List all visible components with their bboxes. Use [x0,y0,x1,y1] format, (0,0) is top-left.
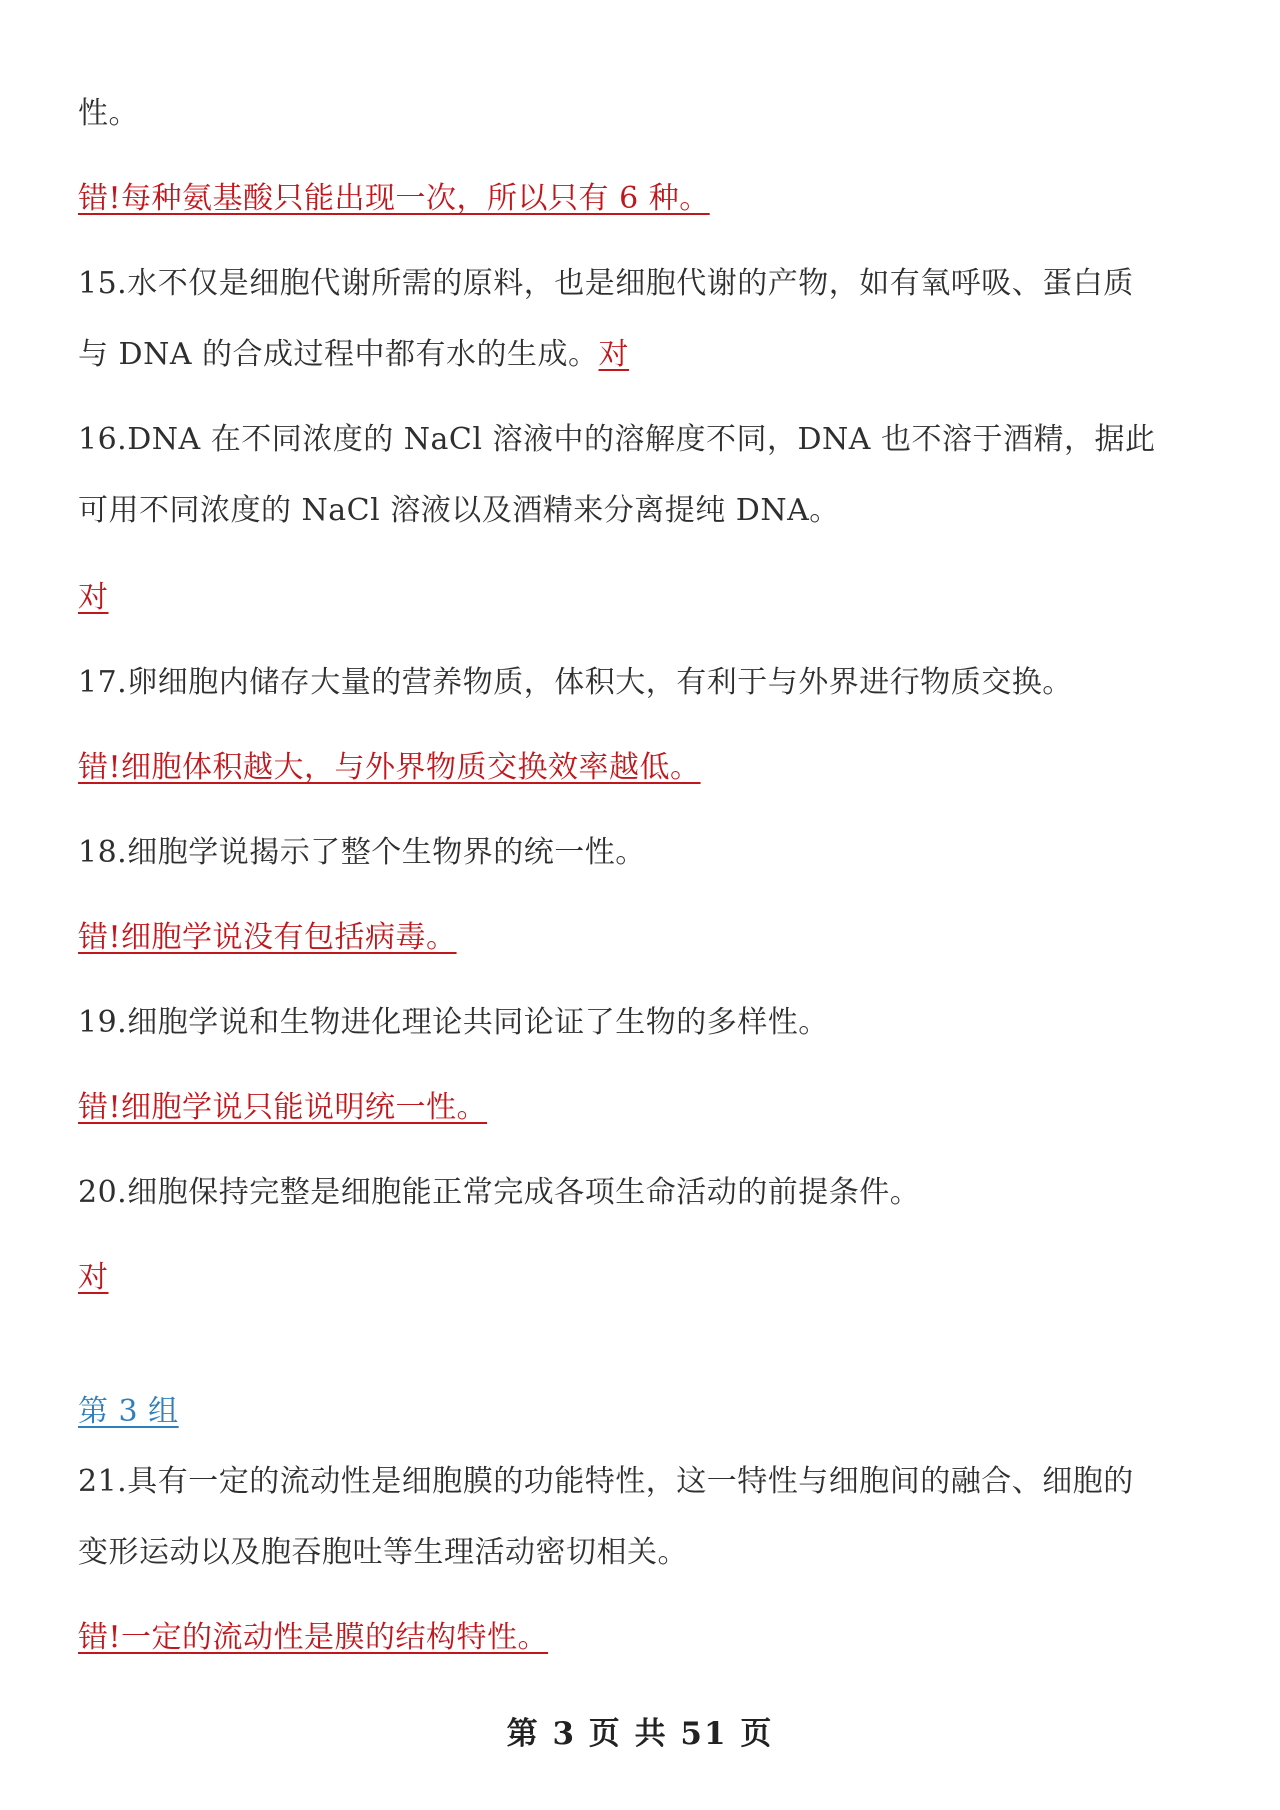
question-15-line-1: 15.水不仅是细胞代谢所需的原料，也是细胞代谢的产物，如有氧呼吸、蛋白质 [78,266,1134,301]
group-3-heading-row [78,1392,1208,1432]
answer-17-row [78,748,1208,788]
question-16-line-2: 可用不同浓度的 NaCl 溶液以及酒精来分离提纯 DNA。 [78,493,840,528]
group-3-link[interactable]: 第 3 组 [78,1394,179,1429]
question-20: 20.细胞保持完整是细胞能正常完成各项生命活动的前提条件。 [78,1175,921,1210]
answer-19-row [78,1088,1208,1128]
question-14-continuation: 性。 [78,96,139,131]
question-15-text: 与 DNA 的合成过程中都有水的生成。 [78,337,599,372]
answer-15: 对 [598,337,630,372]
answer-16-row [78,578,1208,618]
answer-20: 对 [78,1260,109,1295]
question-21-line-1: 21.具有一定的流动性是细胞膜的功能特性，这一特性与细胞间的融合、细胞的 [78,1464,1134,1499]
question-18: 18.细胞学说揭示了整个生物界的统一性。 [78,835,646,870]
question-19: 19.细胞学说和生物进化理论共同论证了生物的多样性。 [78,1005,829,1040]
answer-14: 错!每种氨基酸只能出现一次，所以只有 6 种。 [78,181,710,216]
answer-14-row [78,179,1208,219]
answer-19: 错!细胞学说只能说明统一性。 [78,1090,488,1125]
answer-17: 错!细胞体积越大，与外界物质交换效率越低。 [78,750,701,785]
answer-20-row [78,1258,1208,1298]
page-footer: 第 3 页 共 51 页 [506,1716,774,1752]
answer-21-row [78,1618,1208,1658]
answer-18: 错!细胞学说没有包括病毒。 [78,920,457,955]
question-17: 17.卵细胞内储存大量的营养物质，体积大，有利于与外界进行物质交换。 [78,665,1073,700]
answer-18-row [78,918,1208,958]
answer-21: 错!一定的流动性是膜的结构特性。 [78,1620,549,1655]
question-16-line-1: 16.DNA 在不同浓度的 NaCl 溶液中的溶解度不同，DNA 也不溶于酒精，据此 [78,422,1156,457]
question-21-line-2: 变形运动以及胞吞胞吐等生理活动密切相关。 [78,1535,688,1570]
question-15-line-2 [78,335,1208,375]
answer-16: 对 [78,580,109,615]
